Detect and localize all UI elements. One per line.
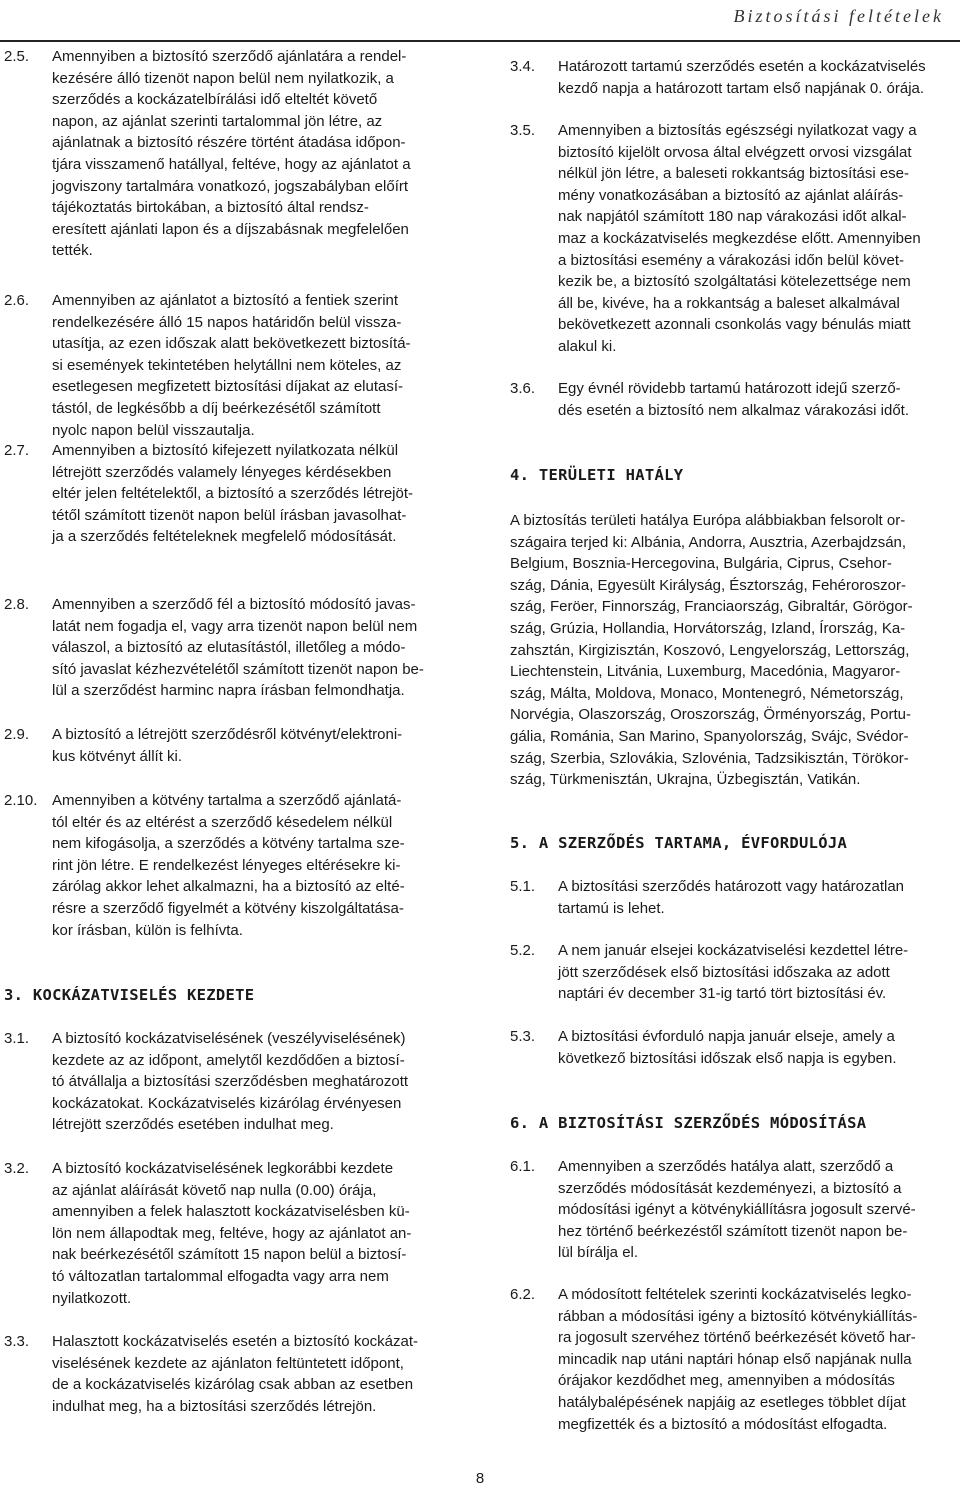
clause-text: Határozott tartamú szerződés esetén a kockázatviselés kezdő napja a határozott tartam első napjának 0. órája. bbox=[558, 58, 926, 97]
clause-number: 6.2. bbox=[510, 1286, 536, 1303]
clause-2-6 bbox=[0, 290, 452, 441]
clause-text: A biztosítási évforduló napja január elseje, amely a következő biztosítási időszak első napja is egyben. bbox=[558, 1028, 897, 1067]
section-heading-6: 6. A BIZTOSÍTÁSI SZERZŐDÉS MÓDOSÍTÁSA bbox=[510, 1114, 867, 1132]
clause-2-5 bbox=[0, 46, 452, 262]
clause-number: 6.1. bbox=[510, 1158, 536, 1175]
clause-number: 3.4. bbox=[510, 58, 536, 75]
clause-6-2 bbox=[506, 1284, 960, 1435]
clause-text: Amennyiben a szerződő fél a biztosító módosító javas- latát nem fogadja el, vagy arra tizenöt napon belül nem válaszol, a biztosító az elutasítástól, illetőleg a módo- sító javaslat kézhezvételétől számított tizenöt napon be- lül a szerződést harminc napra írásban felmondhatja. bbox=[52, 596, 424, 700]
clause-number: 2.8. bbox=[4, 596, 30, 613]
clause-text: A biztosító kockázatviselésének (veszélyviselésének) kezdete az az időpont, amelytől kezdődően a biztosí- tó átvállalja a biztosítási szerződésben meghatározott kockázatokat. Kockázatviselés kizárólag érvényesen létrejött szerződés esetében indulhat meg. bbox=[52, 1030, 409, 1134]
clause-2-9 bbox=[0, 724, 452, 767]
clause-5-2 bbox=[506, 940, 960, 1005]
territorial-scope-paragraph: A biztosítás területi hatálya Európa alábbiakban felsorolt or- szágaira terjed ki: Albánia, Andorra, Ausztria, Azerbajdzsán, Belgium, Bosznia-Hercegovina, Bulgária, Ciprus, Csehor- szág, Dánia, Egyesült Királyság, Észtország, Fehéroroszor- szág, Feröer, Finnország, Franciaország, Gibraltár, Görögor- szág, Grúzia, Hollandia, Horvátország, Izland, Írország, Ka- zahsztán, Kirgizisztán, Koszovó, Lengyelország, Lettország, Liechtenstein, Litvánia, Luxemburg, Macedónia, Magyaror- szág, Málta, Moldova, Monaco, Montenegró, Németország, Norvégia, Olaszország, Oroszország, Örményország, Portu- gália, Románia, San Marino, Spanyolország, Svájc, Svédor- szág, Szerbia, Szlovákia, Szlovénia, Tadzsikisztán, Törökor- szág, Türkmenisztán, Ukrajna, Üzbegisztán, Vatikán. bbox=[510, 512, 913, 789]
clause-number: 5.1. bbox=[510, 878, 536, 895]
clause-number: 2.10. bbox=[4, 792, 38, 809]
clause-number: 3.1. bbox=[4, 1030, 30, 1047]
clause-text: Amennyiben a biztosító kifejezett nyilatkozata nélkül létrejött szerződés valamely lényeges kérdésekben eltér jelen feltételektől, a biztosító a szerződés létrejöt- tétől számított tizenöt napon belül írásban javasolhat- ja a szerződés feltételeknek megfelelő módosítását. bbox=[52, 442, 414, 546]
section-heading-5: 5. A SZERZŐDÉS TARTAMA, ÉVFORDULÓJA bbox=[510, 834, 848, 852]
page-number: 8 bbox=[475, 1470, 485, 1487]
clause-number: 3.2. bbox=[4, 1160, 30, 1177]
clause-number: 3.3. bbox=[4, 1333, 30, 1350]
clause-6-1 bbox=[506, 1156, 960, 1264]
clause-text: A biztosító kockázatviselésének legkorábbi kezdete az ajánlat aláírását követő nap nulla (0.00) órája, amennyiben a felek halasztott kockázatviselésben kü- lön nem állapodtak meg, feltéve, hogy az ajánlatot an- nak beérkezésétől számított 15 napon belül a biztosí- tó változatlan tartalommal elfogadta vagy arra nem nyilatkozott. bbox=[52, 1160, 412, 1307]
clause-3-6 bbox=[506, 378, 960, 421]
clause-text: Amennyiben a biztosító szerződő ajánlatára a rendel- kezésére álló tizenöt napon belül nem nyilatkozik, a szerződés a kockázatelbírálási idő elteltét követő napon, az ajánlat szerinti tartalommal jön létre, az ajánlatnak a biztosító részére történt átadása időpon- tjára visszamenő hatállyal, feltéve, hogy az ajánlatot a jogviszony tartalmára vonatkozó, jogszabályban előírt tájékoztatás birtokában, a biztosító által rendsz- eresített ajánlati lapon és a díjszabásnak megfelelően tették. bbox=[52, 48, 411, 260]
clause-text: A módosított feltételek szerinti kockázatviselés legko- rábban a módosítási igény a biztosító kötvénykiállítás- ra jogosult szervéhez történő beérkezését követő har- mincadik nap utáni naptári hónap első napjának nulla órájakor kezdődhet meg, amennyiben a módosítás hatálybalépésének napjáig az esetleges többlet díjat megfizették és a biztosító a módosítást elfogadta. bbox=[558, 1286, 918, 1433]
clause-text: Egy évnél rövidebb tartamú határozott idejű szerző- dés esetén a biztosító nem alkalmaz várakozási időt. bbox=[558, 380, 910, 419]
clause-3-2 bbox=[0, 1158, 452, 1309]
clause-text: Amennyiben a kötvény tartalma a szerződő ajánlatá- tól eltér és az eltérést a szerződő késedelem nélkül nem kifogásolja, a szerződés a kötvény tartalma sze- rint jön létre. E rendelkezést lényeges eltérésekre ki- zárólag akkor lehet alkalmazni, ha a biztosító az elté- résre a szerződő figyelmét a kötvény kiszolgáltatása- kor írásban, külön is felhívta. bbox=[52, 792, 405, 939]
clause-text: Halasztott kockázatviselés esetén a biztosító kockázat- viselésének kezdete az ajánlaton feltüntetett időpont, de a kockázatviselés kizárólag csak abban az esetben indulhat meg, ha a biztosítási szerződés létrejön. bbox=[52, 1333, 419, 1415]
clause-text: A nem január elsejei kockázatviselési kezdettel létre- jött szerződések első biztosítási időszaka az adott naptári év december 31-ig tartó tört biztosítási év. bbox=[558, 942, 909, 1003]
clause-3-3 bbox=[0, 1331, 452, 1417]
clause-3-4 bbox=[506, 56, 960, 99]
clause-number: 2.7. bbox=[4, 442, 30, 459]
clause-5-3 bbox=[506, 1026, 960, 1069]
section-heading-4: 4. TERÜLETI HATÁLY bbox=[510, 466, 684, 484]
clause-2-7 bbox=[0, 440, 452, 548]
clause-number: 3.6. bbox=[510, 380, 536, 397]
clause-number: 2.9. bbox=[4, 726, 30, 743]
clause-5-1 bbox=[506, 876, 960, 919]
clause-number: 5.2. bbox=[510, 942, 536, 959]
clause-text: Amennyiben a biztosítás egészségi nyilatkozat vagy a biztosító kijelölt orvosa által elvégzett orvosi vizsgálat nélkül jön létre, a baleseti rokkantság biztosítási ese- mény vonatkozásában a biztosító az ajánlat aláírás- nak napjától számított 180 nap várakozási időt alkal- maz a kockázatviselés megkezdése előtt. Amennyiben a biztosítási esemény a várakozási időn belül követ- kezik be, a biztosító szolgáltatási kötelezettsége nem áll be, kivéve, ha a rokkantság a baleset alkalmával bekövetkezett azonnali csonkolás vagy bénulás miatt alakul ki. bbox=[558, 122, 921, 355]
clause-number: 2.6. bbox=[4, 292, 30, 309]
clause-2-10 bbox=[0, 790, 452, 941]
page-header bbox=[0, 0, 960, 42]
clause-2-8 bbox=[0, 594, 452, 702]
clause-3-5 bbox=[506, 120, 960, 358]
clause-text: Amennyiben az ajánlatot a biztosító a fentiek szerint rendelkezésére álló 15 napos határidőn belül vissza- utasítja, az ezen időszak alatt bekövetkezett biztosítá- si események tekintetében helytállni nem köteles, az esetlegesen megfizetett biztosítási díjakat az elutasí- tástól, de legkésőbb a díj beérkezésétől számított nyolc napon belül visszautalja. bbox=[52, 292, 411, 439]
clause-3-1 bbox=[0, 1028, 452, 1136]
clause-number: 3.5. bbox=[510, 122, 536, 139]
clause-number: 5.3. bbox=[510, 1028, 536, 1045]
clause-text: Amennyiben a szerződés hatálya alatt, szerződő a szerződés módosítását kezdeményezi, a biztosító a módosítási igényt a kötvénykiállításra jogosult szervé- hez történő beérkezéstől számított tizenöt napon be- lül bírálja el. bbox=[558, 1158, 916, 1262]
clause-text: A biztosítási szerződés határozott vagy határozatlan tartamú is lehet. bbox=[558, 878, 905, 917]
clause-number: 2.5. bbox=[4, 48, 30, 65]
section-heading-3: 3. KOCKÁZATVISELÉS KEZDETE bbox=[4, 986, 255, 1004]
clause-text: A biztosító a létrejött szerződésről kötvényt/elektroni- kus kötvényt állít ki. bbox=[52, 726, 403, 765]
header-title: Biztosítási feltételek bbox=[733, 6, 944, 26]
